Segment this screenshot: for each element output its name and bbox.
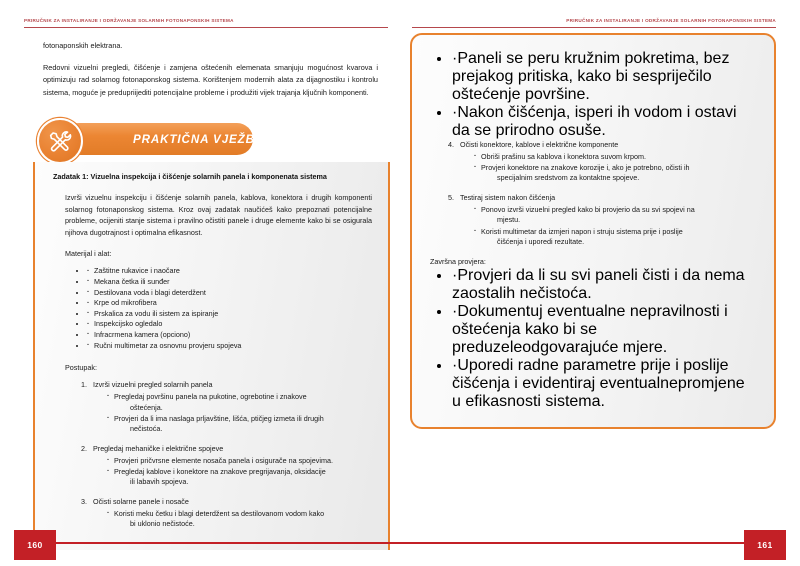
step-number: 4. <box>448 140 454 149</box>
sub-lead: Pregledaj kablove i konektore na znakove pregrijavanja, oksidacije <box>114 466 326 476</box>
step-title <box>81 497 372 508</box>
materials-label: Materijal i alat: <box>65 249 112 259</box>
sub-cont: promjene u efikasnosti sistema. <box>452 374 745 410</box>
continued-sublist <box>426 50 756 140</box>
exercise-body <box>33 162 390 550</box>
practical-exercise-panel <box>33 118 390 550</box>
list-item: · • Destilovana voda i blagi deterdžent <box>87 288 372 299</box>
step-number: 3. <box>81 496 87 506</box>
footer-right <box>400 530 800 566</box>
sub-lead: Pregledaj površinu panela na pukotine, ogrebotine i znakove <box>114 391 307 401</box>
sub-cont: čišćenja i uporedi rezultate. <box>497 237 585 247</box>
list-item: · Pregledaj kablove i konektore na znakove pregrijavanja, oksidacije ili labavih spojeva. <box>107 467 372 488</box>
task-intro: Izvrši vizuelnu inspekciju i čišćenje solarnih panela, kablova, konektora i drugih komponenti solarnog fotonaponskog sistema. Kroz ovaj zadatak naučićeš kako prepoznati potencijalne probleme, ocijeniti stanje sistema i pravilno očistiti panele i druge elemente kako bi se osigurala njihova dugotrajnost i optimalna efikasnost. <box>65 193 372 237</box>
sub-lead: Dokumentuj eventualne nepravilnosti i oštećenja kako bi se preduzele <box>452 302 728 356</box>
sub-cont: nečistoća. <box>130 424 163 434</box>
page-number-badge: 161 <box>744 530 786 560</box>
procedure-step <box>448 140 756 184</box>
list-item: • ·Dokumentuj eventualne nepravilnosti i oštećenja kako bi se preduzeleodgovarajuće mjere. <box>452 303 756 357</box>
header-rule <box>412 27 776 28</box>
list-item: · • Krpe od mikrofibera <box>87 298 372 309</box>
list-item: · Provjeri konektore na znakove korozije i, ako je potrebno, očisti ih specijalnim sredstvom za kontaktne spojeve. <box>474 163 756 184</box>
sub-lead: Paneli se peru kružnim pokretima, bez prejakog pritiska, kako bi se <box>452 50 730 85</box>
sub-cont: specijalnim sredstvom za kontaktne spojeve. <box>497 173 640 183</box>
sub-cont: oštećenja. <box>130 402 163 412</box>
materials-list <box>53 266 372 351</box>
header-rule <box>24 27 388 28</box>
running-header-text: PRIRUČNIK ZA INSTALIRANJE I ODRŽAVANJE SOLARNIH FOTONAPONSKIH SISTEMA <box>566 18 776 23</box>
exercise-header <box>33 118 390 162</box>
list-item: · Provjeri pričvrsne elemente nosača panela i osigurače na spojevima. <box>107 455 333 465</box>
list-item: · • Prskalica za vodu ili sistem za ispiranje <box>87 309 372 320</box>
procedure-step <box>81 497 372 530</box>
sub-cont: spriječilo oštećenje površine. <box>452 68 712 103</box>
sub-lead: Obriši prašinu sa kablova i konektora suvom krpom. <box>481 151 646 161</box>
footer-rule <box>56 542 400 544</box>
sub-lead: Uporedi radne parametre prije i poslije čišćenja i evidentiraj eventualne <box>452 356 729 392</box>
step-text: Izvrši vizuelni pregled solarnih panela <box>93 380 213 390</box>
running-header-text: PRIRUČNIK ZA INSTALIRANJE I ODRŽAVANJE SOLARNIH FOTONAPONSKIH SISTEMA <box>24 18 234 23</box>
final-check-label: Završna provjera: <box>430 256 486 266</box>
step-sublist <box>448 152 756 184</box>
exercise-body-continued <box>410 33 776 429</box>
sub-lead: Ponovo izvrši vizuelni pregled kako bi provjerio da su svi spojevi na <box>481 204 695 214</box>
right-page <box>400 0 800 566</box>
step-text: Pregledaj mehaničke i električne spojeve <box>93 443 224 453</box>
sub-lead: Provjeri pričvrsne elemente nosača panela i osigurače na spojevima. <box>114 455 333 465</box>
list-item: • ·Provjeri da li su svi paneli čisti i da nema zaostalih nečistoća. <box>452 267 756 303</box>
list-item: · Obriši prašinu sa kablova i konektora suvom krpom. <box>474 151 646 161</box>
practical-exercise-panel-continued <box>410 33 776 429</box>
final-check-list <box>426 267 756 411</box>
list-item: · • Infracrmena kamera (opciono) <box>87 330 372 341</box>
procedure-steps-continued <box>426 140 756 248</box>
list-item: · Pregledaj površinu panela na pukotine, ogrebotine i znakove oštećenja. <box>107 392 372 413</box>
sub-lead: Nakon čišćenja, isperi ih vodom i ostavi da se prirodno osuše. <box>452 104 737 139</box>
sub-lead: Provjeri da li ima naslaga prljavštine, lišća, ptičjeg izmeta ili drugih <box>114 413 324 423</box>
running-header-left <box>0 18 400 32</box>
footer-left <box>0 530 400 566</box>
step-sublist <box>81 509 372 530</box>
exercise-tab <box>63 123 265 155</box>
sub-cont: odgovarajuće mjere. <box>522 338 668 356</box>
body-copy-left <box>43 40 378 99</box>
paragraph-2: Redovni vizuelni pregledi, čišćenje i zamjena oštećenih elemenata smanjuju mogućnost kvarova i optimizuju rad solarnog fotonaponskog sistema. Korištenjem modernih alata za dijagnostiku i kontrolu sistema, moguće je predupriijediti potencijalne probleme i produžiti vijek trajanja ključnih komponenti. <box>43 63 378 97</box>
sub-cont: bi uklonio nečistoće. <box>130 519 195 529</box>
step-title <box>81 444 372 455</box>
step-text: Testiraj sistem nakon čišćenja <box>460 193 556 203</box>
step-number: 2. <box>81 443 87 453</box>
list-item: · Koristi multimetar da izmjeri napon i struju sistema prije i poslije čišćenja i uporedi rezultate. <box>474 227 756 248</box>
footer-rule <box>400 542 744 544</box>
exercise-tab-label: PRAKTIČNA VJEŽBA <box>133 132 265 146</box>
sub-cont: mjestu. <box>497 215 521 225</box>
list-item: · • Inspekcijsko ogledalo <box>87 319 372 330</box>
step-text: Očisti solarne panele i nosače <box>93 496 189 506</box>
sub-cont: ili labavih spojeva. <box>130 477 189 487</box>
step-title <box>81 380 372 391</box>
task-title: Zadatak 1: Vizuelna inspekcija i čišćenje solarnih panela i komponenata sistema <box>53 172 327 181</box>
list-item: · Koristi meku četku i blagi deterdžent sa destilovanom vodom kako bi uklonio nečistoće. <box>107 509 372 530</box>
list-item: · • Mekana četka ili sunđer <box>87 277 372 288</box>
procedure-label: Postupak: <box>65 363 97 373</box>
step-title <box>448 140 756 151</box>
step-text: Očisti konektore, kablove i električne komponente <box>460 140 619 149</box>
list-item: · Provjeri da li ima naslaga prljavštine, lišća, ptičjeg izmeta ili drugih nečistoća. <box>107 414 372 435</box>
procedure-step <box>81 444 372 488</box>
list-item: · • Zaštitne rukavice i naočare <box>87 266 372 277</box>
step-sublist <box>81 456 372 488</box>
step-number: 5. <box>448 193 454 203</box>
sub-lead: Provjeri konektore na znakove korozije i, ako je potrebno, očisti ih <box>481 162 690 172</box>
crossed-tools-icon <box>37 118 83 164</box>
procedure-steps <box>53 380 372 530</box>
list-item: • ·Uporedi radne parametre prije i poslije čišćenja i evidentiraj eventualnepromjene u efikasnosti sistema. <box>452 357 756 411</box>
sub-lead: Provjeri da li su svi paneli čisti i da nema zaostalih nečistoća. <box>452 266 745 302</box>
sub-lead: Koristi meku četku i blagi deterdžent sa destilovanom vodom kako <box>114 508 325 518</box>
paragraph-1: fotonaponskih elektrana. <box>43 41 123 50</box>
sub-lead: Koristi multimetar da izmjeri napon i struju sistema prije i poslije <box>481 226 683 236</box>
list-item: · Ponovo izvrši vizuelni pregled kako bi provjerio da su svi spojevi na mjestu. <box>474 205 756 226</box>
step-sublist <box>448 205 756 248</box>
running-header-right <box>400 18 800 32</box>
step-title <box>448 193 756 204</box>
list-item: • ·Nakon čišćenja, isperi ih vodom i ostavi da se prirodno osuše. <box>452 104 756 140</box>
list-item: • ·Paneli se peru kružnim pokretima, bez prejakog pritiska, kako bi sespriječilo oštećenje površine. <box>452 50 756 104</box>
page-number-badge: 160 <box>14 530 56 560</box>
list-item: · • Ručni multimetar za osnovnu provjeru spojeva <box>87 341 372 352</box>
procedure-step <box>81 380 372 435</box>
step-sublist <box>81 392 372 435</box>
final-check-block <box>426 257 756 411</box>
procedure-step <box>448 193 756 248</box>
step-number: 1. <box>81 380 87 390</box>
